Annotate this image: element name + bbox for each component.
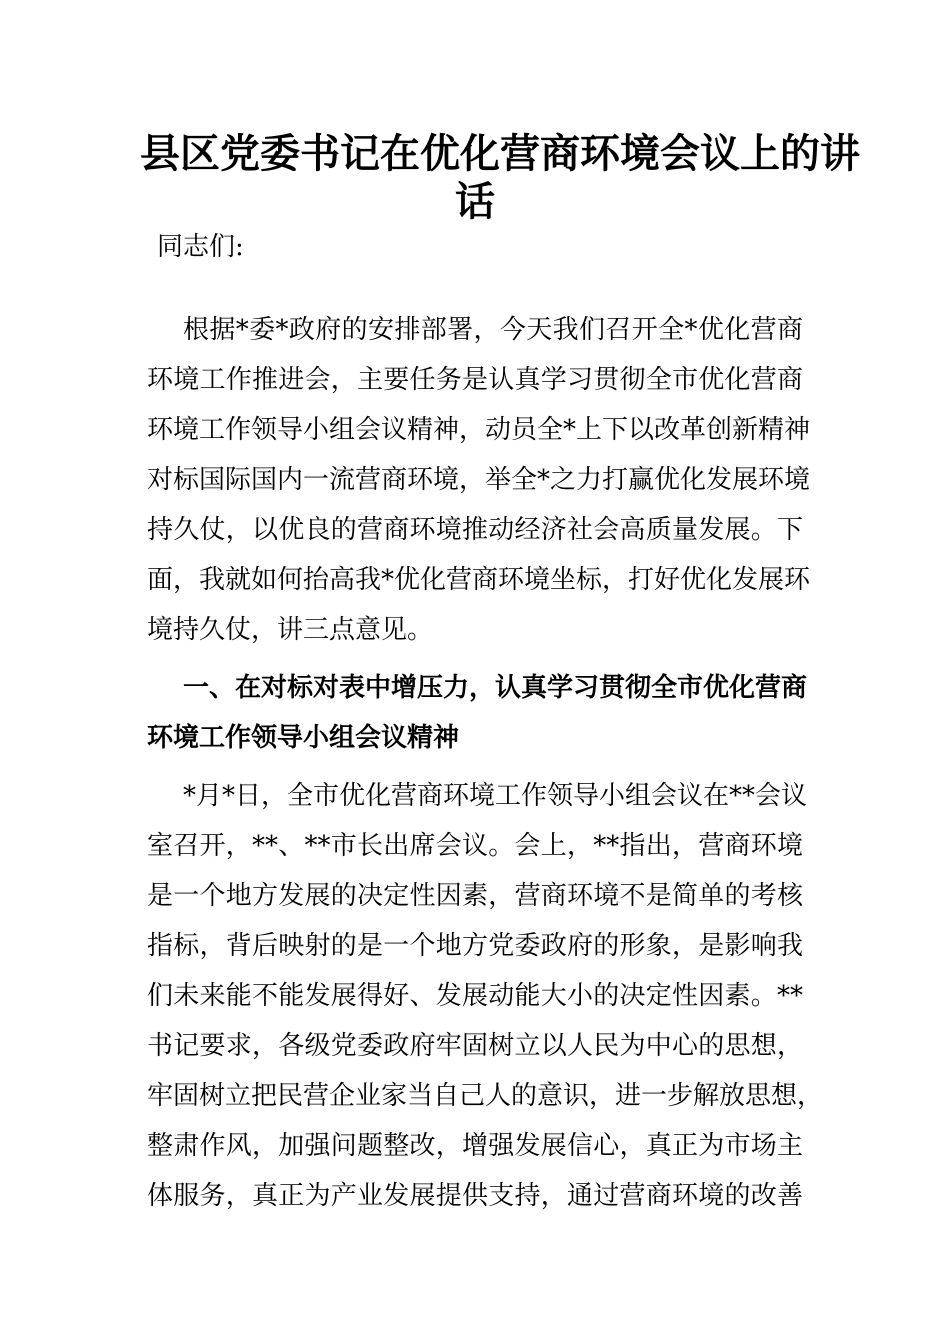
paragraph-1-line-4: 对标国际国内一流营商环境，举全*之力打赢优化发展环境 [147, 465, 811, 495]
paragraph-2-line-4: 指标，背后映射的是一个地方党委政府的形象，是影响我 [147, 931, 803, 961]
paragraph-2-line-5: 们未来能不能发展得好、发展动能大小的决定性因素。** [147, 981, 803, 1011]
section-heading-1-line-1: 一、在对标对表中增压力，认真学习贯彻全市优化营商 [183, 673, 808, 703]
greeting: 同志们: [157, 232, 244, 262]
paragraph-1-line-3: 环境工作领导小组会议精神，动员全*上下以改革创新精神 [147, 415, 811, 445]
paragraph-2-line-2: 室召开，**、**市长出席会议。会上，**指出，营商环境 [147, 831, 803, 861]
paragraph-2-line-7: 牢固树立把民营企业家当自己人的意识，进一步解放思想， [147, 1081, 824, 1111]
paragraph-2-line-3: 是一个地方发展的决定性因素，营商环境不是简单的考核 [147, 881, 803, 911]
paragraph-1-line-2: 环境工作推进会，主要任务是认真学习贯彻全市优化营商 [147, 365, 803, 395]
paragraph-2-line-9: 体服务，真正为产业发展提供支持，通过营商环境的改善 [147, 1181, 803, 1211]
section-heading-1-line-2: 环境工作领导小组会议精神 [147, 723, 460, 753]
paragraph-1-line-5: 持久仗，以优良的营商环境推动经济社会高质量发展。下 [147, 515, 803, 545]
paragraph-1-line-6: 面，我就如何抬高我*优化营商环境坐标，打好优化发展环 [147, 565, 811, 595]
paragraph-1-line-7: 境持久仗，讲三点意见。 [147, 615, 434, 645]
paragraph-1-line-1: 根据*委*政府的安排部署，今天我们召开全*优化营商 [183, 315, 803, 345]
paragraph-2-line-8: 整肃作风，加强问题整改，增强发展信心，真正为市场主 [147, 1131, 803, 1161]
document-title-line-2: 话 [455, 178, 495, 225]
paragraph-2-line-1: *月*日，全市优化营商环境工作领导小组会议在**会议 [183, 781, 808, 811]
document-title-line-1: 县区党委书记在优化营商环境会议上的讲 [140, 130, 860, 177]
paragraph-2-line-6: 书记要求，各级党委政府牢固树立以人民为中心的思想， [147, 1031, 803, 1061]
